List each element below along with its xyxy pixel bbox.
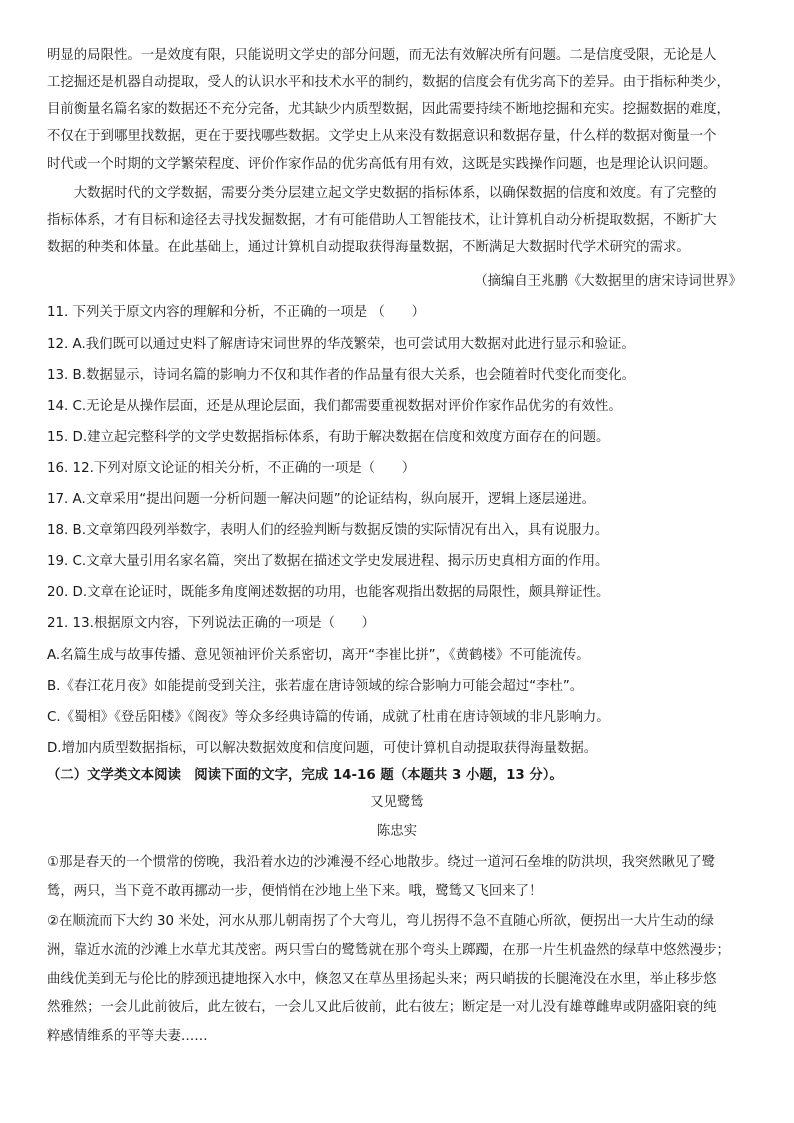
section-heading: （二）文学类文本阅读 阅读下面的文字，完成 14-16 题（本题共 3 小题，13 分）。 xyxy=(47,768,563,783)
question-item: 11. 下列关于原文内容的理解和分析，不正确的一项是 （ ） xyxy=(47,305,425,320)
text-line: 洲，靠近水流的沙滩上水草尤其茂密。两只雪白的鹭鸶就在那个弯头上踯躅，在那一片生机盎然的绿草中悠然漫步； xyxy=(47,943,730,958)
text-line: ①那是春天的一个惯常的傍晚，我沿着水边的沙滩漫不经心地散步。绕过一道河石垒堆的防洪坝，我突然瞅见了鹭 xyxy=(47,855,716,870)
question-item: 15. D.建立起完整科学的文学史数据指标体系，有助于解决数据在信度和效度方面存在的问题。 xyxy=(47,430,610,445)
text-line: 工挖掘还是机器自动提取，受人的认识水平和技术水平的制约，数据的信度会有优劣高下的差异。由于指标种类少， xyxy=(47,75,730,90)
text-line: 粹感情维系的平等夫妻…… xyxy=(47,1029,208,1044)
source-citation: （摘编自王兆鹏《大数据里的唐宋诗词世界》 xyxy=(474,274,742,289)
text-line: 目前衡量名篇名家的数据还不充分完备，尤其缺少内质型数据，因此需要持续不断地挖掘和充实。挖掘数据的难度， xyxy=(47,102,730,117)
question-option: C.《蜀相》《登岳阳楼》《阁夜》等众多经典诗篇的传诵，成就了杜甫在唐诗领域的非凡影响力。 xyxy=(47,710,610,725)
text-line: 大数据时代的文学数据，需要分类分层建立起文学史数据的指标体系，以确保数据的信度和效度。有了完整的 xyxy=(47,186,717,201)
text-line: 时代或一个时期的文学繁荣程度、评价作家作品的优劣高低有用有效，这既是实践操作问题，也是理论认识问题。 xyxy=(47,157,717,172)
question-option: D.增加内质型数据指标，可以解决数据效度和信度问题，可使计算机自动提取获得海量数据。 xyxy=(47,741,598,756)
question-option: B.《春江花月夜》如能提前受到关注，张若虚在唐诗领域的综合影响力可能会超过“李杜”。 xyxy=(47,679,584,694)
article-title: 又见鹭鸶 xyxy=(370,795,424,810)
article-author: 陈忠实 xyxy=(376,824,418,839)
question-item: 16. 12.下列对原文论证的相关分析，不正确的一项是（ ） xyxy=(47,461,416,476)
question-item: 19. C.文章大量引用名家名篇，突出了数据在描述文学史发展进程、揭示历史真相方面的作用。 xyxy=(47,554,609,569)
text-line: 明显的局限性。一是效度有限，只能说明文学史的部分问题，而无法有效解决所有问题。二是信度受限，无论是人 xyxy=(47,48,717,63)
question-item: 17. A.文章采用“提出问题一分析问题一解决问题”的论证结构，纵向展开，逻辑上逐层递进。 xyxy=(47,492,596,507)
text-line: ②在顺流而下大约 30 米处，河水从那儿朝南拐了个大弯儿，弯儿拐得不急不直随心所欲，便拐出一大片生动的绿 xyxy=(47,914,714,929)
text-line: 然雅然；一会儿此前彼后，此左彼右，一会儿又此后彼前，此右彼左；断定是一对儿没有雄尊雌卑或阴盛阳衰的纯 xyxy=(47,1000,717,1015)
text-line: 鸶，两只，当下竟不敢再挪动一步，便悄悄在沙地上坐下来。哦，鹭鸶又飞回来了！ xyxy=(47,884,543,899)
question-item: 18. B.文章第四段列举数字，表明人们的经验判断与数据反馈的实际情况有出入，具有说服力。 xyxy=(47,523,609,538)
question-option: A.名篇生成与故事传播、意见领袖评价关系密切，离开“李崔比拼”，《黄鹤楼》不可能流传。 xyxy=(47,648,590,663)
question-item: 12. A.我们既可以通过史料了解唐诗宋词世界的华茂繁荣，也可尝试用大数据对此进行显示和验证。 xyxy=(47,337,635,352)
question-item: 20. D.文章在论证时，既能多角度阐述数据的功用，也能客观指出数据的局限性，颇具辩证性。 xyxy=(47,585,610,600)
text-line: 数据的种类和体量。在此基础上，通过计算机自动提取获得海量数据，不断满足大数据时代学术研究的需求。 xyxy=(47,240,690,255)
text-line: 指标体系，才有目标和途径去寻找发掘数据，才有可能借助人工智能技术，让计算机自动分析提取数据，不断扩大 xyxy=(47,213,717,228)
question-item: 14. C.无论是从操作层面，还是从理论层面，我们都需要重视数据对评价作家作品优劣的有效性。 xyxy=(47,399,622,414)
text-line: 不仅在于到哪里找数据，更在于要找哪些数据。文学史上从来没有数据意识和数据存量，什么样的数据对衡量一个 xyxy=(47,129,717,144)
question-item: 21. 13.根据原文内容，下列说法正确的一项是（ ） xyxy=(47,616,376,631)
text-line: 曲线优美到无与伦比的脖颈迅捷地探入水中，倏忽又在草丛里扬起头来；两只峭拔的长腿淹没在水里，举止移步悠 xyxy=(47,972,717,987)
question-item: 13. B.数据显示，诗词名篇的影响力不仅和其作者的作品量有很大关系，也会随着时代变化而变化。 xyxy=(47,368,636,383)
